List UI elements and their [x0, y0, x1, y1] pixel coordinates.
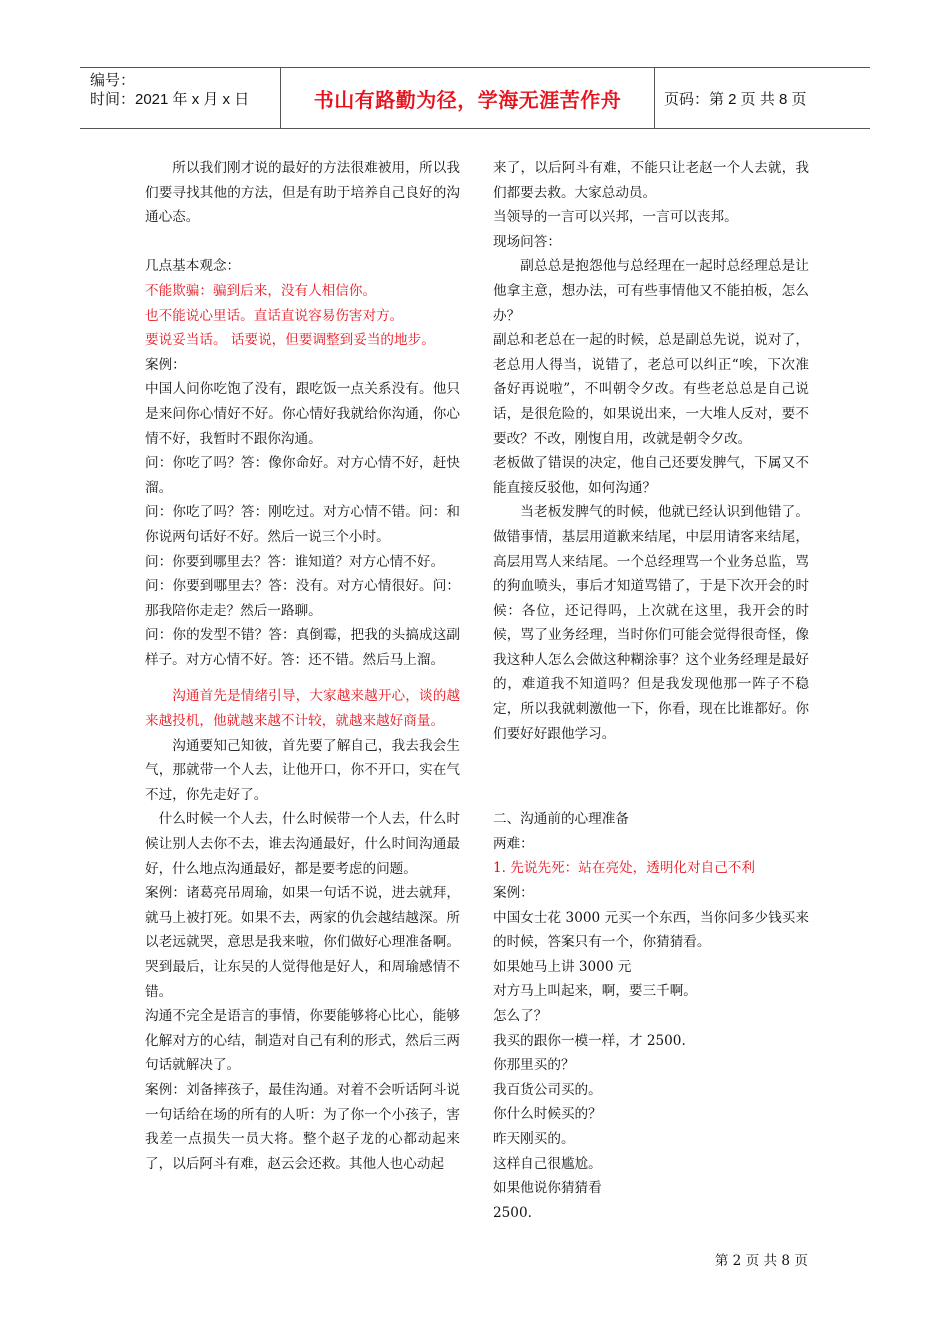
dialogue-line: 问：你要到哪里去？答：谁知道？对方心情不好。: [145, 553, 445, 570]
page-header: [80, 67, 870, 129]
answer: 当老板发脾气的时候，他就已经认识到他错了。做错事情，基层用道歉来结尾，中层用请客来结尾，高层用骂人来结尾。一个总经理骂一个业务总监，骂的狗血喷头，事后才知道骂错了，于是下次开会的时候：各位，还记得吗，上次就在这里，我开会的时候，骂了业务经理，当时你们可能会觉得很奇怪，像我这种人怎么会做这种糊涂事？这个业务经理是最好的，难道我不知道吗？但是我发现他那一阵子不稳定，所以我就刺激他一下，你看，现在比谁都好。你们要好好跟他学习。: [493, 504, 809, 742]
dialogue-line: 你那里买的？: [493, 1057, 575, 1074]
paragraph: 中国女士花 3000 元买一个东西，当你问多少钱买来的时候，答案只有一个，你猜猜看。: [493, 909, 809, 951]
paragraph: 中国人问你吃饱了没有，跟吃饭一点关系没有。他只是来问你心情好不好。你心情好我就给你沟通，你心情不好，我暂时不跟你沟通。: [145, 381, 460, 447]
header-time-label: 时间：2021 年 x 月 x 日: [90, 91, 250, 108]
question: 老板做了错误的决定，他自己还要发脾气，下属又不能直接反驳他，如何沟通？: [493, 455, 809, 496]
paragraph: 沟通不完全是语言的事情，你要能够将心比心，能够化解对方的心结，制造对自己有利的形式，然后三两句话就解决了。: [145, 1008, 460, 1074]
dialogue-line: 昨天刚买的。: [493, 1130, 575, 1147]
dialogue-line: 对方马上叫起来，啊，要三千啊。: [493, 983, 697, 1000]
dialogue-line: 怎么了？: [493, 1008, 548, 1024]
dialogue-line: 2500.: [493, 1204, 532, 1221]
dilemma-item-speak-first: 1. 先说先死：站在亮处，透明化对自己不利: [493, 860, 755, 877]
paragraph: 案例：诸葛亮吊周瑜，如果一句话不说，进去就拜，就马上被打死。如果不去，两家的仇会越结越深。所以老远就哭，意思是我来啦，你们做好心理准备啊。哭到最后，让东吴的人觉得他是好人，和周瑜感情不错。: [145, 885, 460, 1000]
paragraph: 所以我们刚才说的最好的方法很难被用，所以我们要寻找其他的方法，但是有助于培养自己良好的沟通心态。: [145, 160, 460, 226]
dialogue-line: 如果她马上讲 3000 元: [493, 958, 632, 975]
question: 副总总是抱怨他与总经理在一起时总经理总是让他拿主意，想办法，可有些事情他又不能拍板，怎么办？: [493, 258, 809, 324]
header-motto: 书山有路勤为径，学海无涯苦作舟: [281, 68, 655, 128]
concept-proper-talk: 要说妥当话。 话要说，但要调整到妥当的地步。: [145, 332, 435, 349]
dialogue-line: 这样自己很尴尬。: [493, 1155, 602, 1172]
concept-no-deception: 不能欺骗：骗到后来，没有人相信你。: [145, 282, 377, 299]
dialogue-line: 如果他说你猜猜看: [493, 1180, 602, 1197]
paragraph: 沟通要知己知彼，首先要了解自己，我去我会生气，那就带一个人去，让他开口，你不开口，实在气不过，你先走好了。: [145, 737, 460, 803]
dialogue-line: 我买的跟你一模一样，才 2500.: [493, 1032, 686, 1049]
dialogue-line: 你什么时候买的？: [493, 1106, 602, 1123]
dilemma-label: 两难：: [493, 835, 534, 852]
left-column: [145, 156, 460, 1176]
dialogue-line: 我百货公司买的。: [493, 1081, 602, 1098]
right-column: [493, 156, 809, 1225]
dialogue-line: 问：你要到哪里去？答：没有。对方心情很好。问：那我陪你走走？然后一路聊。: [145, 578, 460, 619]
section-heading: 二、沟通前的心理准备: [493, 811, 629, 828]
header-meta: [80, 68, 281, 128]
page-footer: 第 2 页 共 8 页: [714, 1253, 808, 1269]
concepts-heading: 几点基本观念：: [145, 258, 241, 275]
paragraph: 案例：刘备摔孩子，最佳沟通。对着不会听话阿斗说一句话给在场的所有的人听：为了你一个小孩子，害我差一点损失一员大将。整个赵子龙的心都动起来了，以后阿斗有难，赵云会还救。其他人也心动起: [145, 1081, 460, 1172]
header-number-label: 编号：: [90, 72, 136, 89]
paragraph: 什么时候一个人去，什么时候带一个人去，什么时候让别人去你不去，谁去沟通最好，什么时间沟通最好，什么地点沟通最好，都是要考虑的问题。: [145, 811, 460, 877]
dialogue-line: 问：你吃了吗？答：刚吃过。对方心情不错。问：和你说两句话好不好。然后一说三个小时。: [145, 504, 460, 545]
paragraph: 当领导的一言可以兴邦，一言可以丧邦。: [493, 209, 738, 226]
dialogue-line: 问：你吃了吗？答：像你命好。对方心情不好，赶快溜。: [145, 455, 460, 496]
emotion-guidance-note: 沟通首先是情绪引导，大家越来越开心，谈的越来越投机，他就越来越不计较，就越来越好商量。: [145, 688, 460, 730]
paragraph: 来了，以后阿斗有难，不能只让老赵一个人去就，我们都要去救。大家总动员。: [493, 160, 809, 201]
qa-heading: 现场问答：: [493, 233, 561, 250]
header-page-label: 页码：第 2 页 共 8 页: [664, 90, 807, 108]
case-label: 案例：: [145, 356, 186, 373]
concept-no-heart-talk: 也不能说心里话。直话直说容易伤害对方。: [145, 307, 404, 324]
case-label: 案例：: [493, 885, 534, 902]
answer: 副总和老总在一起的时候，总是副总先说，说对了，老总用人得当，说错了，老总可以纠正“唉，下次准备好再说啦”，不叫朝令夕改。有些老总总是自己说话，是很危险的，如果说出来，一大堆人反对，要不要改？不改，刚愎自用，改就是朝令夕改。: [493, 332, 809, 447]
dialogue-line: 问：你的发型不错？答：真倒霉，把我的头搞成这副样子。对方心情不好。答：还不错。然后马上溜。: [145, 627, 460, 668]
